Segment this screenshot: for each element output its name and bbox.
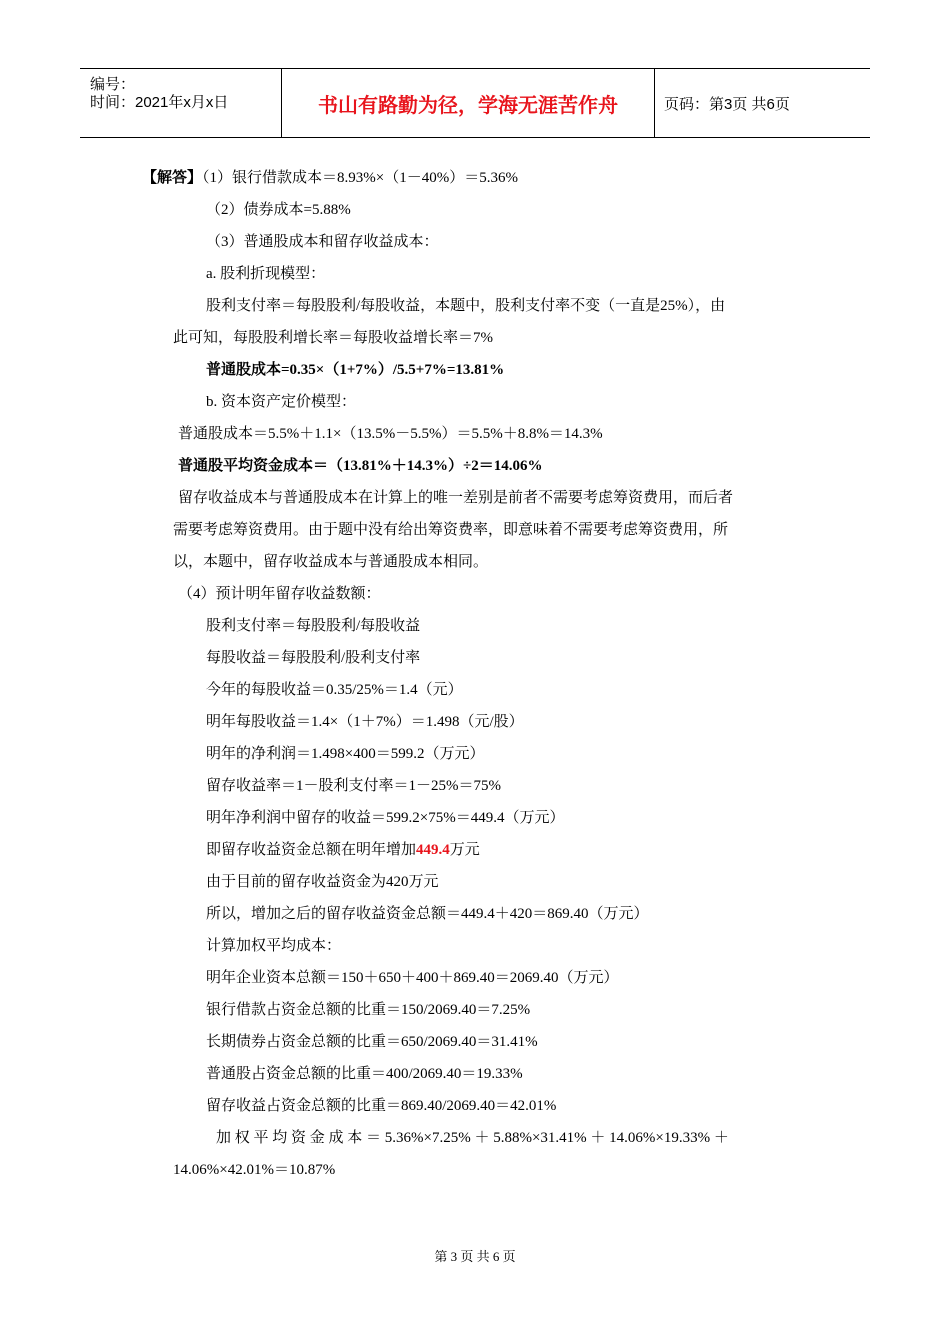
highlight-value: 449.4 [416,842,450,858]
answer-tag: 【解答】 [142,170,203,186]
line-text: 即留存收益资金总额在明年增加 [206,842,417,858]
body-line: 普通股占资金总额的比重＝400/2069.40＝19.33% [206,1066,523,1082]
body-line: （2）债券成本=5.88% [206,202,351,218]
answer-text: （1）银行借款成本＝8.93%×（1－40%）＝5.36% [202,170,518,186]
header-page-label: 页码：第3页 共6页 [664,95,790,113]
body-line: 长期债券占资金总额的比重＝650/2069.40＝31.41% [206,1034,538,1050]
body-line: 14.06%×42.01%＝10.87% [173,1162,336,1178]
body-line-bold: 普通股平均资金成本＝（13.81%＋14.3%）÷2＝14.06% [178,458,543,474]
body-line: 每股收益＝每股股利/股利支付率 [206,650,421,666]
body-line: （4）预计明年留存收益数额： [178,586,381,602]
line-text: 万元 [449,842,480,858]
body-line: 普通股成本＝5.5%＋1.1×（13.5%－5.5%）＝5.5%＋8.8%＝14.3% [178,426,603,442]
body-line: 明年净利润中留存的收益＝599.2×75%＝449.4（万元） [206,810,565,826]
body-line: 明年企业资本总额＝150＋650＋400＋869.40＝2069.40（万元） [206,970,619,986]
header-meta-cell [80,69,280,137]
body-line: （3）普通股成本和留存收益成本： [206,234,439,250]
body-line: 留存收益率＝1－股利支付率＝1－25%＝75% [206,778,501,794]
body-line: 由于目前的留存收益资金为420万元 [206,874,439,890]
body-line: 银行借款占资金总额的比重＝150/2069.40＝7.25% [206,1002,531,1018]
header-date-label: 时间：2021年x月x日 [90,94,229,111]
body-line [206,840,480,860]
header-number-label: 编号： [90,76,136,93]
body-line: 留存收益占资金总额的比重＝869.40/2069.40＝42.01% [206,1098,557,1114]
page-header [80,68,870,138]
body-line: 今年的每股收益＝0.35/25%＝1.4（元） [206,682,463,698]
header-motto: 书山有路勤为径，学海无涯苦作舟 [318,92,618,117]
body-line: b. 资本资产定价模型： [206,394,357,410]
header-divider [654,69,655,137]
body-line: 计算加权平均成本： [206,938,342,954]
body-line: 加 权 平 均 资 金 成 本 ＝ 5.36%×7.25% ＋ 5.88%×31.41% ＋ 14.06%×19.33% ＋ [216,1130,729,1146]
body-line: 明年每股收益＝1.4×（1＋7%）＝1.498（元/股） [206,714,524,730]
body-line: 此可知，每股股利增长率＝每股收益增长率＝7% [173,330,493,346]
answer-line [142,168,518,188]
body-line-bold: 普通股成本=0.35×（1+7%）/5.5+7%=13.81% [206,362,505,378]
body-line: a. 股利折现模型： [206,266,326,282]
body-line: 留存收益成本与普通股成本在计算上的唯一差别是前者不需要考虑筹资费用，而后者 [178,490,734,506]
body-line: 股利支付率＝每股股利/每股收益 [206,618,421,634]
body-line: 需要考虑筹资费用。由于题中没有给出筹资费率，即意味着不需要考虑筹资费用，所 [173,522,729,538]
body-line: 股利支付率＝每股股利/每股收益，本题中，股利支付率不变（一直是25%），由 [206,298,726,314]
page-footer: 第 3 页 共 6 页 [434,1249,516,1264]
body-line: 所以，增加之后的留存收益资金总额＝449.4＋420＝869.40（万元） [206,906,649,922]
body-line: 明年的净利润＝1.498×400＝599.2（万元） [206,746,485,762]
body-line: 以，本题中，留存收益成本与普通股成本相同。 [173,554,489,570]
